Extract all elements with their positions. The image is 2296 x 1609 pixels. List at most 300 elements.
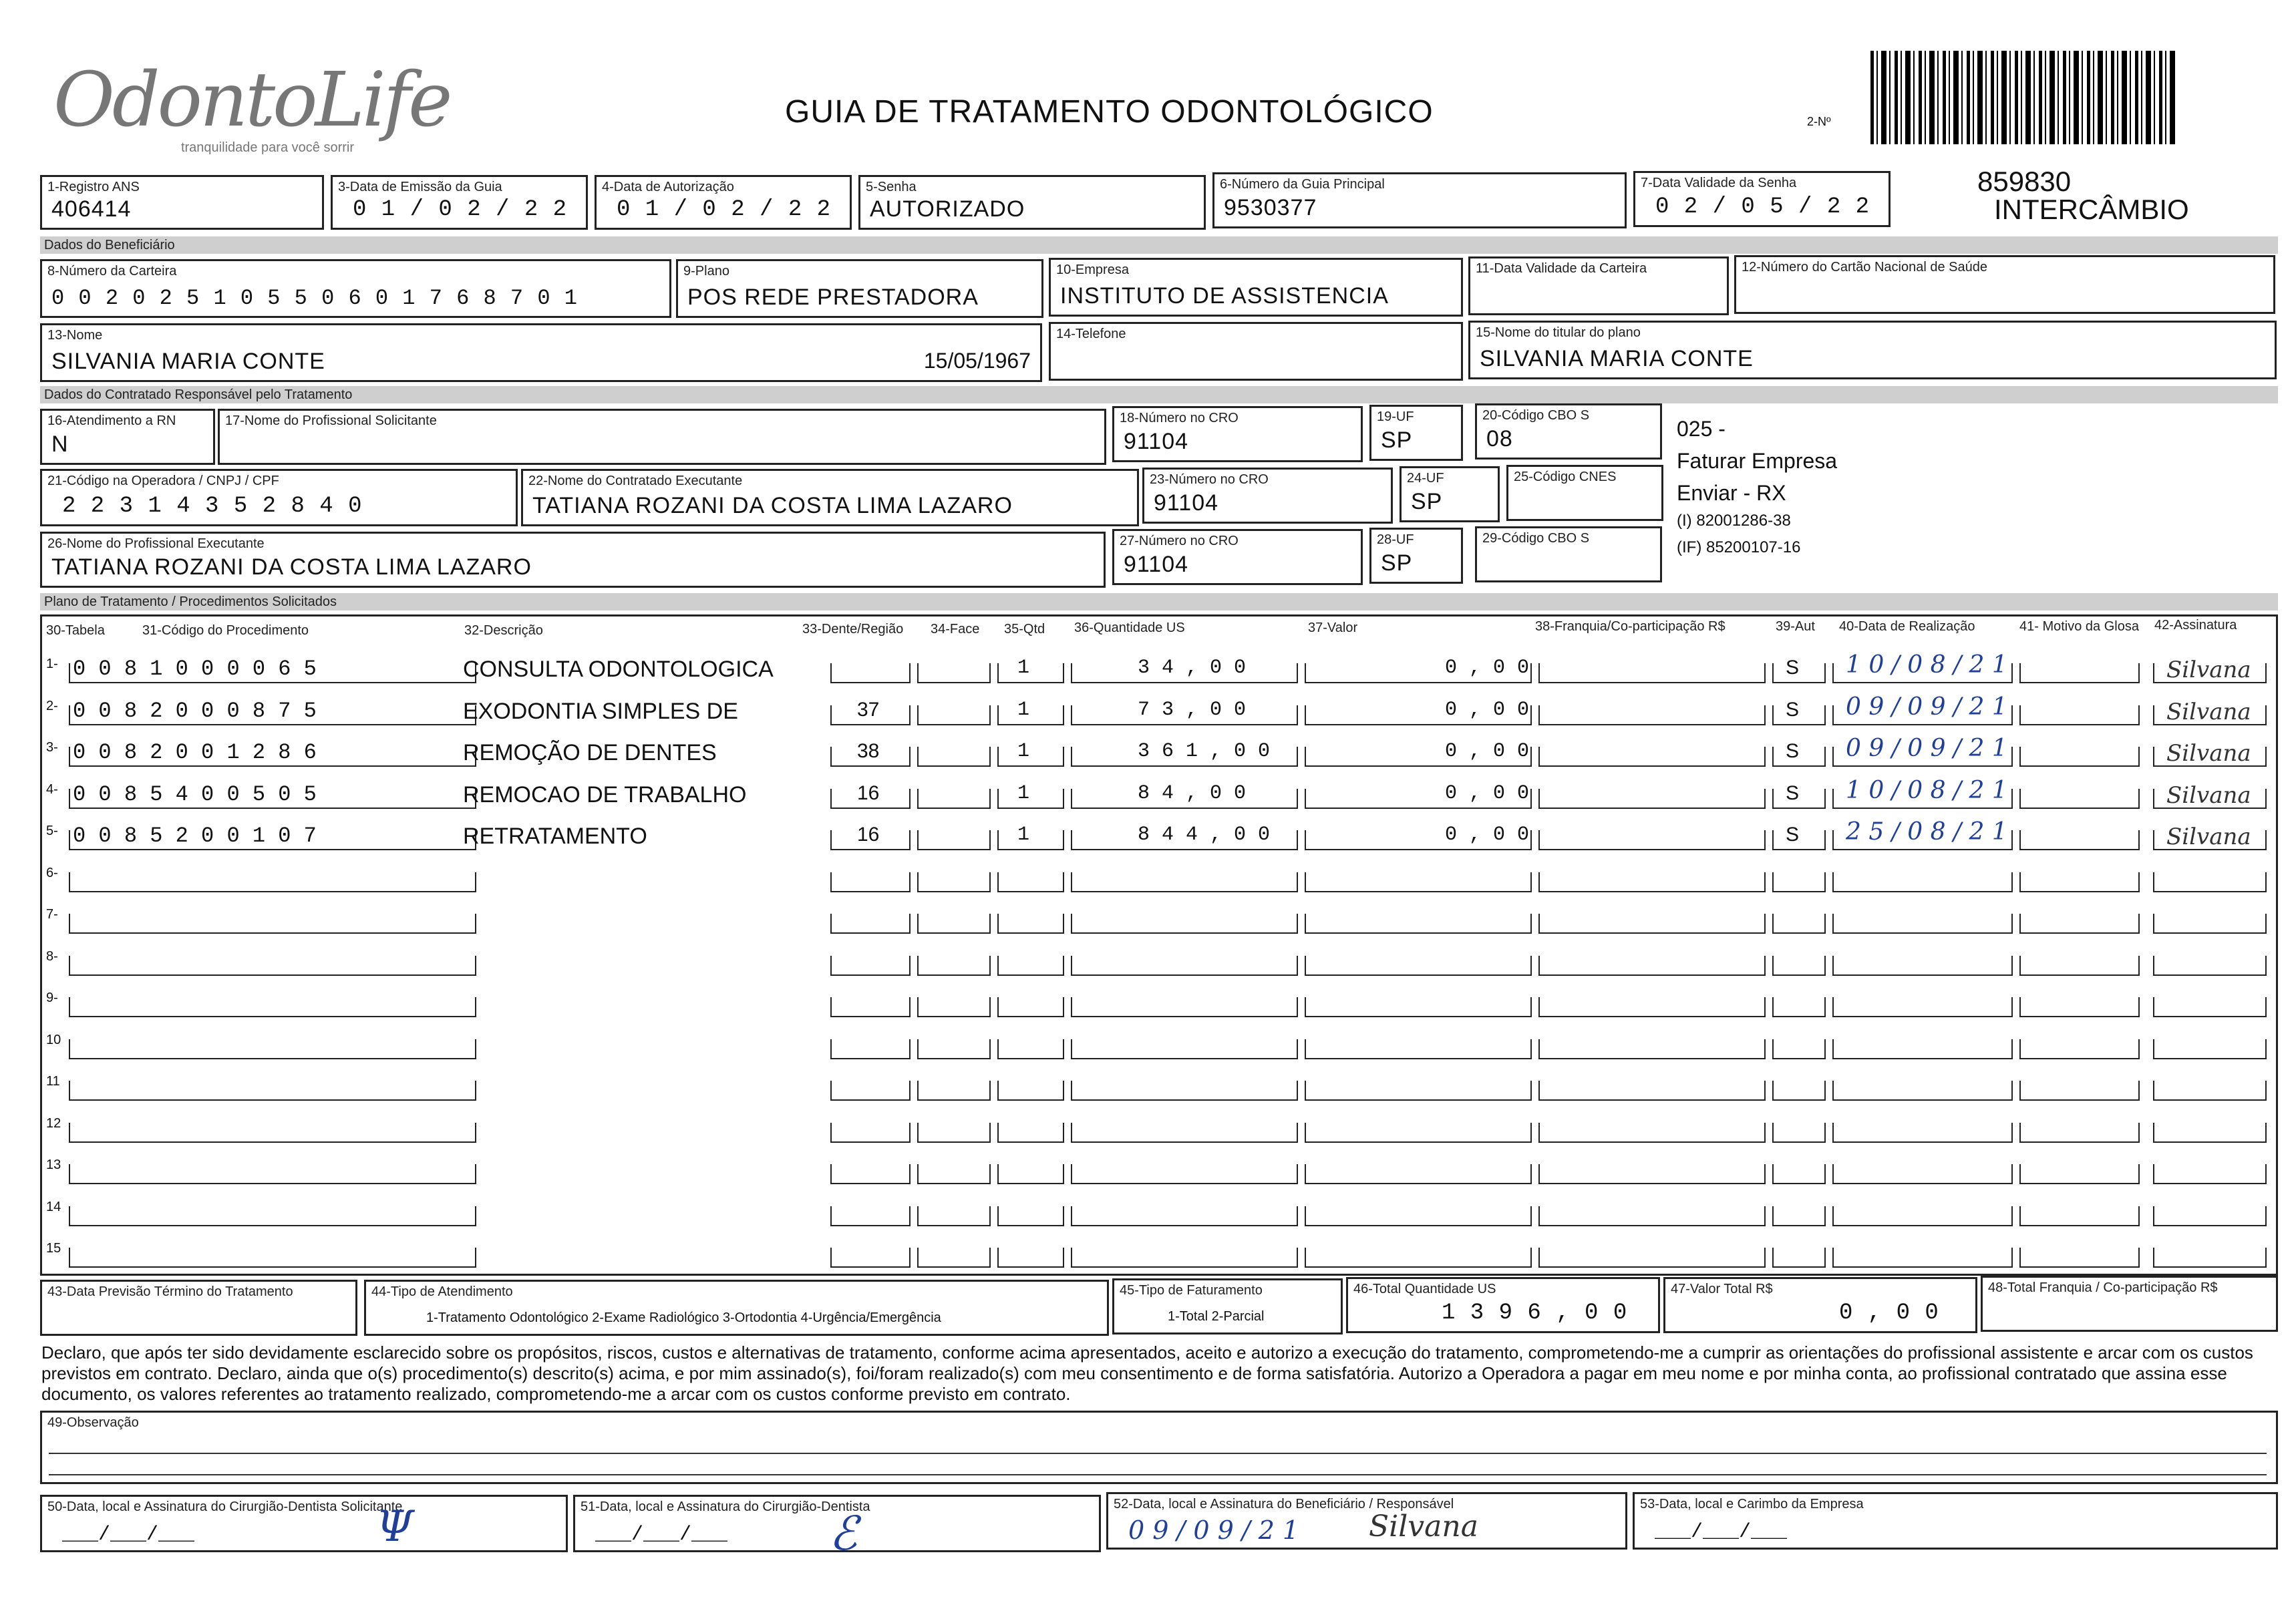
procedure-description[interactable]: REMOÇÃO DE DENTES <box>463 740 717 765</box>
data-field[interactable] <box>1832 914 2013 934</box>
table-row <box>42 1234 2273 1276</box>
assinatura-field[interactable] <box>2153 997 2267 1017</box>
col-aut: 39-Aut <box>1776 619 1815 634</box>
face-field[interactable] <box>917 914 991 934</box>
franquia-field[interactable] <box>1538 997 1766 1017</box>
empresa-label: 10-Empresa <box>1056 262 1129 277</box>
qtd-value[interactable]: 1 <box>1017 740 1030 763</box>
sig53-box[interactable] <box>1633 1492 2278 1550</box>
dente-field[interactable] <box>830 1123 911 1143</box>
f46-value[interactable]: 1 3 9 6 , 0 0 <box>1442 1300 1628 1326</box>
autorizacao-value[interactable]: 0 1 / 0 2 / 2 2 <box>617 197 832 222</box>
valor-value[interactable]: 0 , 0 0 <box>1445 657 1530 679</box>
data-field[interactable] <box>1832 956 2013 976</box>
aut-field[interactable] <box>1772 1081 1826 1101</box>
face-field[interactable] <box>917 830 991 850</box>
nome-label: 13-Nome <box>47 328 103 343</box>
tabela-field[interactable] <box>69 1123 476 1143</box>
registro-ans-value[interactable]: 406414 <box>51 196 132 222</box>
us-field[interactable] <box>1071 956 1298 976</box>
aut-field[interactable] <box>1772 872 1826 892</box>
uf24-label: 24-UF <box>1407 471 1444 486</box>
glosa-field[interactable] <box>2019 914 2140 934</box>
sig52-signature: Silvana <box>1369 1509 1478 1544</box>
cro23-value[interactable]: 91104 <box>1154 490 1219 516</box>
qtd-field[interactable] <box>997 789 1064 809</box>
dente-field[interactable] <box>830 914 911 934</box>
franquia-field[interactable] <box>1538 1248 1766 1268</box>
procedure-code[interactable]: 0 0 8 1 0 0 0 0 6 5 <box>73 657 317 681</box>
glosa-field[interactable] <box>2019 997 2140 1017</box>
face-field[interactable] <box>917 1164 991 1184</box>
valor-field[interactable] <box>1305 1123 1532 1143</box>
uf19-value[interactable]: SP <box>1381 427 1413 453</box>
franquia-field[interactable] <box>1538 789 1766 809</box>
guia-principal-label: 6-Número da Guia Principal <box>1220 177 1385 192</box>
cro27-label: 27-Número no CRO <box>1120 534 1239 548</box>
aut-field[interactable] <box>1772 1206 1826 1226</box>
qtd-field[interactable] <box>997 1164 1064 1184</box>
col-franquia: 38-Franquia/Co-participação R$ <box>1535 619 1726 634</box>
rn-value[interactable]: N <box>51 431 69 457</box>
aut-field[interactable] <box>1772 956 1826 976</box>
registro-ans-label: 1-Registro ANS <box>47 180 140 194</box>
signature-value[interactable]: Silvana <box>2166 824 2251 850</box>
rn-box <box>40 409 215 465</box>
table-row <box>42 1026 2273 1068</box>
dente-value[interactable]: 16 <box>857 781 880 804</box>
data-realizacao-value[interactable]: 0 9 / 0 9 / 2 1 <box>1846 735 2007 762</box>
signature-value[interactable]: Silvana <box>2166 781 2251 809</box>
col-motivo-glosa: 41- Motivo da Glosa <box>2019 619 2139 634</box>
sig50-date: ___/___/___ <box>62 1524 195 1546</box>
signature-value[interactable]: Silvana <box>2166 657 2251 683</box>
dente-value[interactable]: 37 <box>857 698 880 721</box>
col-dente: 33-Dente/Região <box>802 622 904 637</box>
row-number: 1- <box>46 657 58 671</box>
table-row <box>42 692 2273 734</box>
dente-field[interactable] <box>830 1164 911 1184</box>
franquia-field[interactable] <box>1538 1081 1766 1101</box>
qtd-field[interactable] <box>997 914 1064 934</box>
data-realizacao-value[interactable]: 1 0 / 0 8 / 2 1 <box>1846 651 2007 679</box>
emissao-label: 3-Data de Emissão da Guia <box>338 180 502 194</box>
procedure-description[interactable]: RETRATAMENTO <box>463 824 647 849</box>
qtd-field[interactable] <box>997 830 1064 850</box>
aut-field[interactable] <box>1772 1123 1826 1143</box>
aut-value[interactable]: S <box>1786 698 1800 721</box>
data-realizacao-value[interactable]: 0 9 / 0 9 / 2 1 <box>1846 693 2007 721</box>
us-value[interactable]: 3 6 1 , 0 0 <box>1138 740 1271 763</box>
solicitante-box <box>218 409 1106 465</box>
aut-value[interactable]: S <box>1786 657 1800 679</box>
guia-principal-box <box>1212 172 1627 228</box>
face-field[interactable] <box>917 663 991 683</box>
autorizacao-box <box>595 175 852 230</box>
nome-value[interactable]: SILVANIA MARIA CONTE <box>51 349 325 374</box>
aut-value[interactable]: S <box>1786 740 1800 762</box>
valor-field[interactable] <box>1305 1248 1532 1268</box>
procedures-table <box>40 614 2278 1276</box>
table-row <box>42 650 2273 692</box>
assinatura-field[interactable] <box>2153 914 2267 934</box>
qtd-value[interactable]: 1 <box>1017 824 1030 846</box>
us-field[interactable] <box>1071 1039 1298 1059</box>
data-field[interactable] <box>1832 1039 2013 1059</box>
nascimento-value: 15/05/1967 <box>923 349 1031 373</box>
glosa-field[interactable] <box>2019 1164 2140 1184</box>
face-field[interactable] <box>917 1248 991 1268</box>
carteira-value[interactable]: 0 0 2 0 2 5 1 0 5 5 0 6 0 1 7 6 8 7 0 1 <box>51 286 578 311</box>
guia-principal-value[interactable]: 9530377 <box>1224 195 1317 220</box>
glosa-field[interactable] <box>2019 1206 2140 1226</box>
us-field[interactable] <box>1071 997 1298 1017</box>
face-field[interactable] <box>917 747 991 767</box>
cro18-label: 18-Número no CRO <box>1120 411 1239 425</box>
qtd-field[interactable] <box>997 956 1064 976</box>
us-field[interactable] <box>1071 1081 1298 1101</box>
assinatura-field[interactable] <box>2153 1206 2267 1226</box>
qtd-field[interactable] <box>997 747 1064 767</box>
dente-field[interactable] <box>830 1206 911 1226</box>
glosa-field[interactable] <box>2019 1248 2140 1268</box>
col-face: 34-Face <box>931 622 980 637</box>
us-field[interactable] <box>1071 1248 1298 1268</box>
side-note-line-2: Faturar Empresa <box>1677 449 1838 473</box>
valor-field[interactable] <box>1305 1164 1532 1184</box>
uf28-box <box>1369 528 1463 584</box>
cns-box <box>1734 255 2275 314</box>
cbo29-box <box>1475 526 1662 582</box>
row-number: 5- <box>46 824 58 838</box>
row-number: 15 <box>46 1241 61 1256</box>
qtd-field[interactable] <box>997 1123 1064 1143</box>
valor-field[interactable] <box>1305 872 1532 892</box>
dente-field[interactable] <box>830 956 911 976</box>
valor-field[interactable] <box>1305 997 1532 1017</box>
cnes25-box <box>1506 465 1663 521</box>
cro27-value[interactable]: 91104 <box>1124 552 1189 577</box>
valor-value[interactable]: 0 , 0 0 <box>1445 698 1530 721</box>
us-value[interactable]: 3 4 , 0 0 <box>1138 657 1247 679</box>
procedure-code[interactable]: 0 0 8 2 0 0 0 8 7 5 <box>73 698 317 723</box>
emissao-value[interactable]: 0 1 / 0 2 / 2 2 <box>353 197 568 222</box>
dente-field[interactable] <box>830 663 911 683</box>
sig53-label: 53-Data, local e Carimbo da Empresa <box>1640 1497 1864 1511</box>
valor-field[interactable] <box>1305 956 1532 976</box>
validade-carteira-box <box>1468 256 1729 315</box>
data-field[interactable] <box>1832 1248 2013 1268</box>
glosa-field[interactable] <box>2019 872 2140 892</box>
f47-box <box>1663 1277 1977 1333</box>
qtd-field[interactable] <box>997 997 1064 1017</box>
procedure-code[interactable]: 0 0 8 2 0 0 1 2 8 6 <box>73 740 317 765</box>
franquia-field[interactable] <box>1538 1123 1766 1143</box>
side-note-line-3: Enviar - RX <box>1677 481 1786 505</box>
qtd-field[interactable] <box>997 1248 1064 1268</box>
col-assinatura: 42-Assinatura <box>2154 618 2237 633</box>
dente-field[interactable] <box>830 1039 911 1059</box>
col-qtd: 35-Qtd <box>1004 622 1045 637</box>
signature-value[interactable]: Silvana <box>2166 740 2251 767</box>
valor-field[interactable] <box>1305 1206 1532 1226</box>
row-number: 2- <box>46 698 58 713</box>
procedure-description[interactable]: CONSULTA ODONTOLOGICA <box>463 657 774 682</box>
guide-number-label: 2-Nº <box>1807 115 1831 128</box>
senha-label: 5-Senha <box>866 180 917 194</box>
uf24-value[interactable]: SP <box>1411 489 1443 514</box>
aut-field[interactable] <box>1772 1039 1826 1059</box>
franquia-field[interactable] <box>1538 705 1766 725</box>
valor-value[interactable]: 0 , 0 0 <box>1445 781 1530 805</box>
tabela-field[interactable] <box>69 1081 476 1101</box>
valor-value[interactable]: 0 , 0 0 <box>1445 824 1530 846</box>
us-field[interactable] <box>1071 1164 1298 1184</box>
senha-box <box>858 175 1206 230</box>
glosa-field[interactable] <box>2019 663 2140 683</box>
valor-field[interactable] <box>1305 914 1532 934</box>
procedure-code[interactable]: 0 0 8 5 2 0 0 1 0 7 <box>73 824 317 848</box>
qtd-field[interactable] <box>997 663 1064 683</box>
tabela-field[interactable] <box>69 1206 476 1226</box>
assinatura-field[interactable] <box>2153 872 2267 892</box>
empresa-value[interactable]: INSTITUTO DE ASSISTENCIA <box>1060 283 1389 309</box>
section-contratado: Dados do Contratado Responsável pelo Tratamento <box>40 386 2278 403</box>
us-value[interactable]: 8 4 , 0 0 <box>1138 781 1247 805</box>
face-field[interactable] <box>917 789 991 809</box>
procedure-code[interactable]: 0 0 8 5 4 0 0 5 0 5 <box>73 781 317 807</box>
tabela-field[interactable] <box>69 914 476 934</box>
tabela-field[interactable] <box>69 1164 476 1184</box>
dente-value[interactable]: 16 <box>857 824 880 846</box>
data-field[interactable] <box>1832 997 2013 1017</box>
side-note <box>1677 413 1837 562</box>
row-number: 11 <box>46 1074 60 1089</box>
f47-label: 47-Valor Total R$ <box>1671 1282 1773 1296</box>
qtd-field[interactable] <box>997 872 1064 892</box>
titular-value[interactable]: SILVANIA MARIA CONTE <box>1480 346 1754 371</box>
us-field[interactable] <box>1071 914 1298 934</box>
logo-text: OdontoLife <box>53 57 450 144</box>
aut-field[interactable] <box>1772 1164 1826 1184</box>
aut-field[interactable] <box>1772 914 1826 934</box>
qtd-field[interactable] <box>997 705 1064 725</box>
assinatura-field[interactable] <box>2153 1123 2267 1143</box>
tabela-field[interactable] <box>69 1039 476 1059</box>
glosa-field[interactable] <box>2019 956 2140 976</box>
assinatura-field[interactable] <box>2153 1039 2267 1059</box>
uf28-value[interactable]: SP <box>1381 550 1413 576</box>
nome22-box <box>521 469 1139 526</box>
observacao-box <box>40 1411 2278 1484</box>
row-number: 3- <box>46 740 58 755</box>
face-field[interactable] <box>917 1039 991 1059</box>
valor-field[interactable] <box>1305 1081 1532 1101</box>
franquia-field[interactable] <box>1538 956 1766 976</box>
plano-box <box>676 259 1043 318</box>
cbo29-label: 29-Código CBO S <box>1482 531 1590 546</box>
sig51-scribble: ℰ <box>829 1506 858 1561</box>
franquia-field[interactable] <box>1538 1206 1766 1226</box>
col-codigo: 31-Código do Procedimento <box>142 623 309 638</box>
qtd-value[interactable]: 1 <box>1017 781 1030 805</box>
franquia-field[interactable] <box>1538 914 1766 934</box>
col-valor: 37-Valor <box>1308 620 1358 635</box>
row-number: 12 <box>46 1115 61 1131</box>
cro27-box <box>1112 529 1363 585</box>
glosa-field[interactable] <box>2019 1081 2140 1101</box>
intercambio-label: INTERCÂMBIO <box>1994 194 2189 225</box>
cnes25-label: 25-Código CNES <box>1514 470 1617 484</box>
qtd-value[interactable]: 1 <box>1017 657 1030 679</box>
procedure-description[interactable]: EXODONTIA SIMPLES DE <box>463 698 738 724</box>
dente-field[interactable] <box>830 1248 911 1268</box>
assinatura-field[interactable] <box>2153 956 2267 976</box>
codigo21-value[interactable]: 2 2 3 1 4 3 5 2 8 4 0 <box>62 494 363 519</box>
us-field[interactable] <box>1071 1123 1298 1143</box>
valor-value[interactable]: 0 , 0 0 <box>1445 740 1530 763</box>
face-field[interactable] <box>917 872 991 892</box>
glosa-field[interactable] <box>2019 830 2140 850</box>
face-field[interactable] <box>917 1123 991 1143</box>
assinatura-field[interactable] <box>2153 1248 2267 1268</box>
data-field[interactable] <box>1832 1081 2013 1101</box>
plano-value[interactable]: POS REDE PRESTADORA <box>687 285 979 310</box>
assinatura-field[interactable] <box>2153 1081 2267 1101</box>
observacao-line-1 <box>49 1453 2267 1454</box>
f47-value[interactable]: 0 , 0 0 <box>1839 1300 1939 1326</box>
f43-label: 43-Data Previsão Término do Tratamento <box>47 1284 293 1299</box>
signature-value[interactable]: Silvana <box>2166 698 2251 725</box>
aut-field[interactable] <box>1772 1248 1826 1268</box>
cro23-label: 23-Número no CRO <box>1150 472 1269 487</box>
validade-senha-label: 7-Data Validade da Senha <box>1641 176 1797 190</box>
table-row <box>42 859 2273 901</box>
data-field[interactable] <box>1832 1123 2013 1143</box>
us-value[interactable]: 7 3 , 0 0 <box>1138 698 1247 721</box>
data-realizacao-value[interactable]: 2 5 / 0 8 / 2 1 <box>1846 818 2007 846</box>
table-row <box>42 817 2273 859</box>
sig52-date: 0 9 / 0 9 / 2 1 <box>1128 1515 1299 1545</box>
f48-box <box>1981 1276 2278 1332</box>
face-field[interactable] <box>917 705 991 725</box>
sig51-box[interactable] <box>573 1495 1101 1561</box>
glosa-field[interactable] <box>2019 1123 2140 1143</box>
face-field[interactable] <box>917 997 991 1017</box>
cns-label: 12-Número do Cartão Nacional de Saúde <box>1742 260 1987 275</box>
nome26-value[interactable]: TATIANA ROZANI DA COSTA LIMA LAZARO <box>51 554 532 580</box>
franquia-field[interactable] <box>1538 747 1766 767</box>
franquia-field[interactable] <box>1538 830 1766 850</box>
dente-value[interactable]: 38 <box>857 740 880 762</box>
data-realizacao-value[interactable]: 1 0 / 0 8 / 2 1 <box>1846 776 2007 804</box>
face-field[interactable] <box>917 1081 991 1101</box>
qtd-field[interactable] <box>997 1081 1064 1101</box>
empresa-box <box>1049 258 1463 317</box>
glosa-field[interactable] <box>2019 747 2140 767</box>
f44-options[interactable]: 1-Tratamento Odontológico 2-Exame Radiológico 3-Ortodontia 4-Urgência/Emergência <box>426 1310 941 1325</box>
section-plano: Plano de Tratamento / Procedimentos Solicitados <box>40 593 2278 610</box>
senha-value[interactable]: AUTORIZADO <box>870 196 1025 222</box>
row-number: 13 <box>46 1157 61 1172</box>
qtd-field[interactable] <box>997 1039 1064 1059</box>
glosa-field[interactable] <box>2019 789 2140 809</box>
tabela-field[interactable] <box>69 956 476 976</box>
tabela-field[interactable] <box>69 872 476 892</box>
procedure-description[interactable]: REMOCAO DE TRABALHO <box>463 781 747 808</box>
franquia-field[interactable] <box>1538 1164 1766 1184</box>
codigo21-label: 21-Código na Operadora / CNPJ / CPF <box>47 474 279 488</box>
cro18-value[interactable]: 91104 <box>1124 429 1189 454</box>
uf19-box <box>1369 405 1463 461</box>
tabela-field[interactable] <box>69 1248 476 1268</box>
face-field[interactable] <box>917 956 991 976</box>
us-field[interactable] <box>1071 872 1298 892</box>
validade-senha-value[interactable]: 0 2 / 0 5 / 2 2 <box>1655 194 1870 220</box>
franquia-field[interactable] <box>1538 663 1766 683</box>
table-row <box>42 775 2273 818</box>
uf24-box <box>1400 466 1500 522</box>
dente-field[interactable] <box>830 1081 911 1101</box>
data-field[interactable] <box>1832 872 2013 892</box>
aut-value[interactable]: S <box>1786 824 1800 846</box>
uf19-label: 19-UF <box>1377 409 1414 424</box>
f46-label: 46-Total Quantidade US <box>1353 1282 1496 1296</box>
data-field[interactable] <box>1832 1206 2013 1226</box>
col-tabela: 30-Tabela <box>46 623 105 638</box>
us-value[interactable]: 8 4 4 , 0 0 <box>1138 824 1271 846</box>
observacao-line-2 <box>49 1474 2267 1475</box>
dente-field[interactable] <box>830 997 911 1017</box>
observacao-label: 49-Observação <box>47 1415 139 1430</box>
qtd-value[interactable]: 1 <box>1017 698 1030 721</box>
face-field[interactable] <box>917 1206 991 1226</box>
us-field[interactable] <box>1071 1206 1298 1226</box>
tabela-field[interactable] <box>69 997 476 1017</box>
barcode <box>1870 51 2178 144</box>
dente-field[interactable] <box>830 872 911 892</box>
table-row <box>42 1067 2273 1109</box>
plano-label: 9-Plano <box>683 264 729 279</box>
row-number: 4- <box>46 781 58 797</box>
aut-value[interactable]: S <box>1786 781 1800 804</box>
assinatura-field[interactable] <box>2153 1164 2267 1184</box>
cbo20-label: 20-Código CBO S <box>1482 408 1590 423</box>
sig52-box[interactable] <box>1106 1492 1627 1550</box>
sig50-scribble: Ψ <box>376 1502 414 1552</box>
carteira-label: 8-Número da Carteira <box>47 264 177 279</box>
cbo20-value[interactable]: 08 <box>1486 426 1513 452</box>
franquia-field[interactable] <box>1538 1039 1766 1059</box>
glosa-field[interactable] <box>2019 1039 2140 1059</box>
f48-label: 48-Total Franquia / Co-participação R$ <box>1988 1280 2218 1295</box>
table-row <box>42 733 2273 775</box>
section-beneficiario: Dados do Beneficiário <box>40 236 2278 254</box>
telefone-box <box>1049 322 1463 381</box>
franquia-field[interactable] <box>1538 872 1766 892</box>
data-field[interactable] <box>1832 1164 2013 1184</box>
f45-options[interactable]: 1-Total 2-Parcial <box>1168 1309 1265 1324</box>
valor-field[interactable] <box>1305 1039 1532 1059</box>
glosa-field[interactable] <box>2019 705 2140 725</box>
telefone-label: 14-Telefone <box>1056 327 1126 341</box>
qtd-field[interactable] <box>997 1206 1064 1226</box>
nome22-label: 22-Nome do Contratado Executante <box>528 474 743 488</box>
row-number: 7- <box>46 907 58 922</box>
sig50-box[interactable] <box>40 1495 568 1552</box>
nome22-value[interactable]: TATIANA ROZANI DA COSTA LIMA LAZARO <box>532 493 1013 518</box>
aut-field[interactable] <box>1772 997 1826 1017</box>
